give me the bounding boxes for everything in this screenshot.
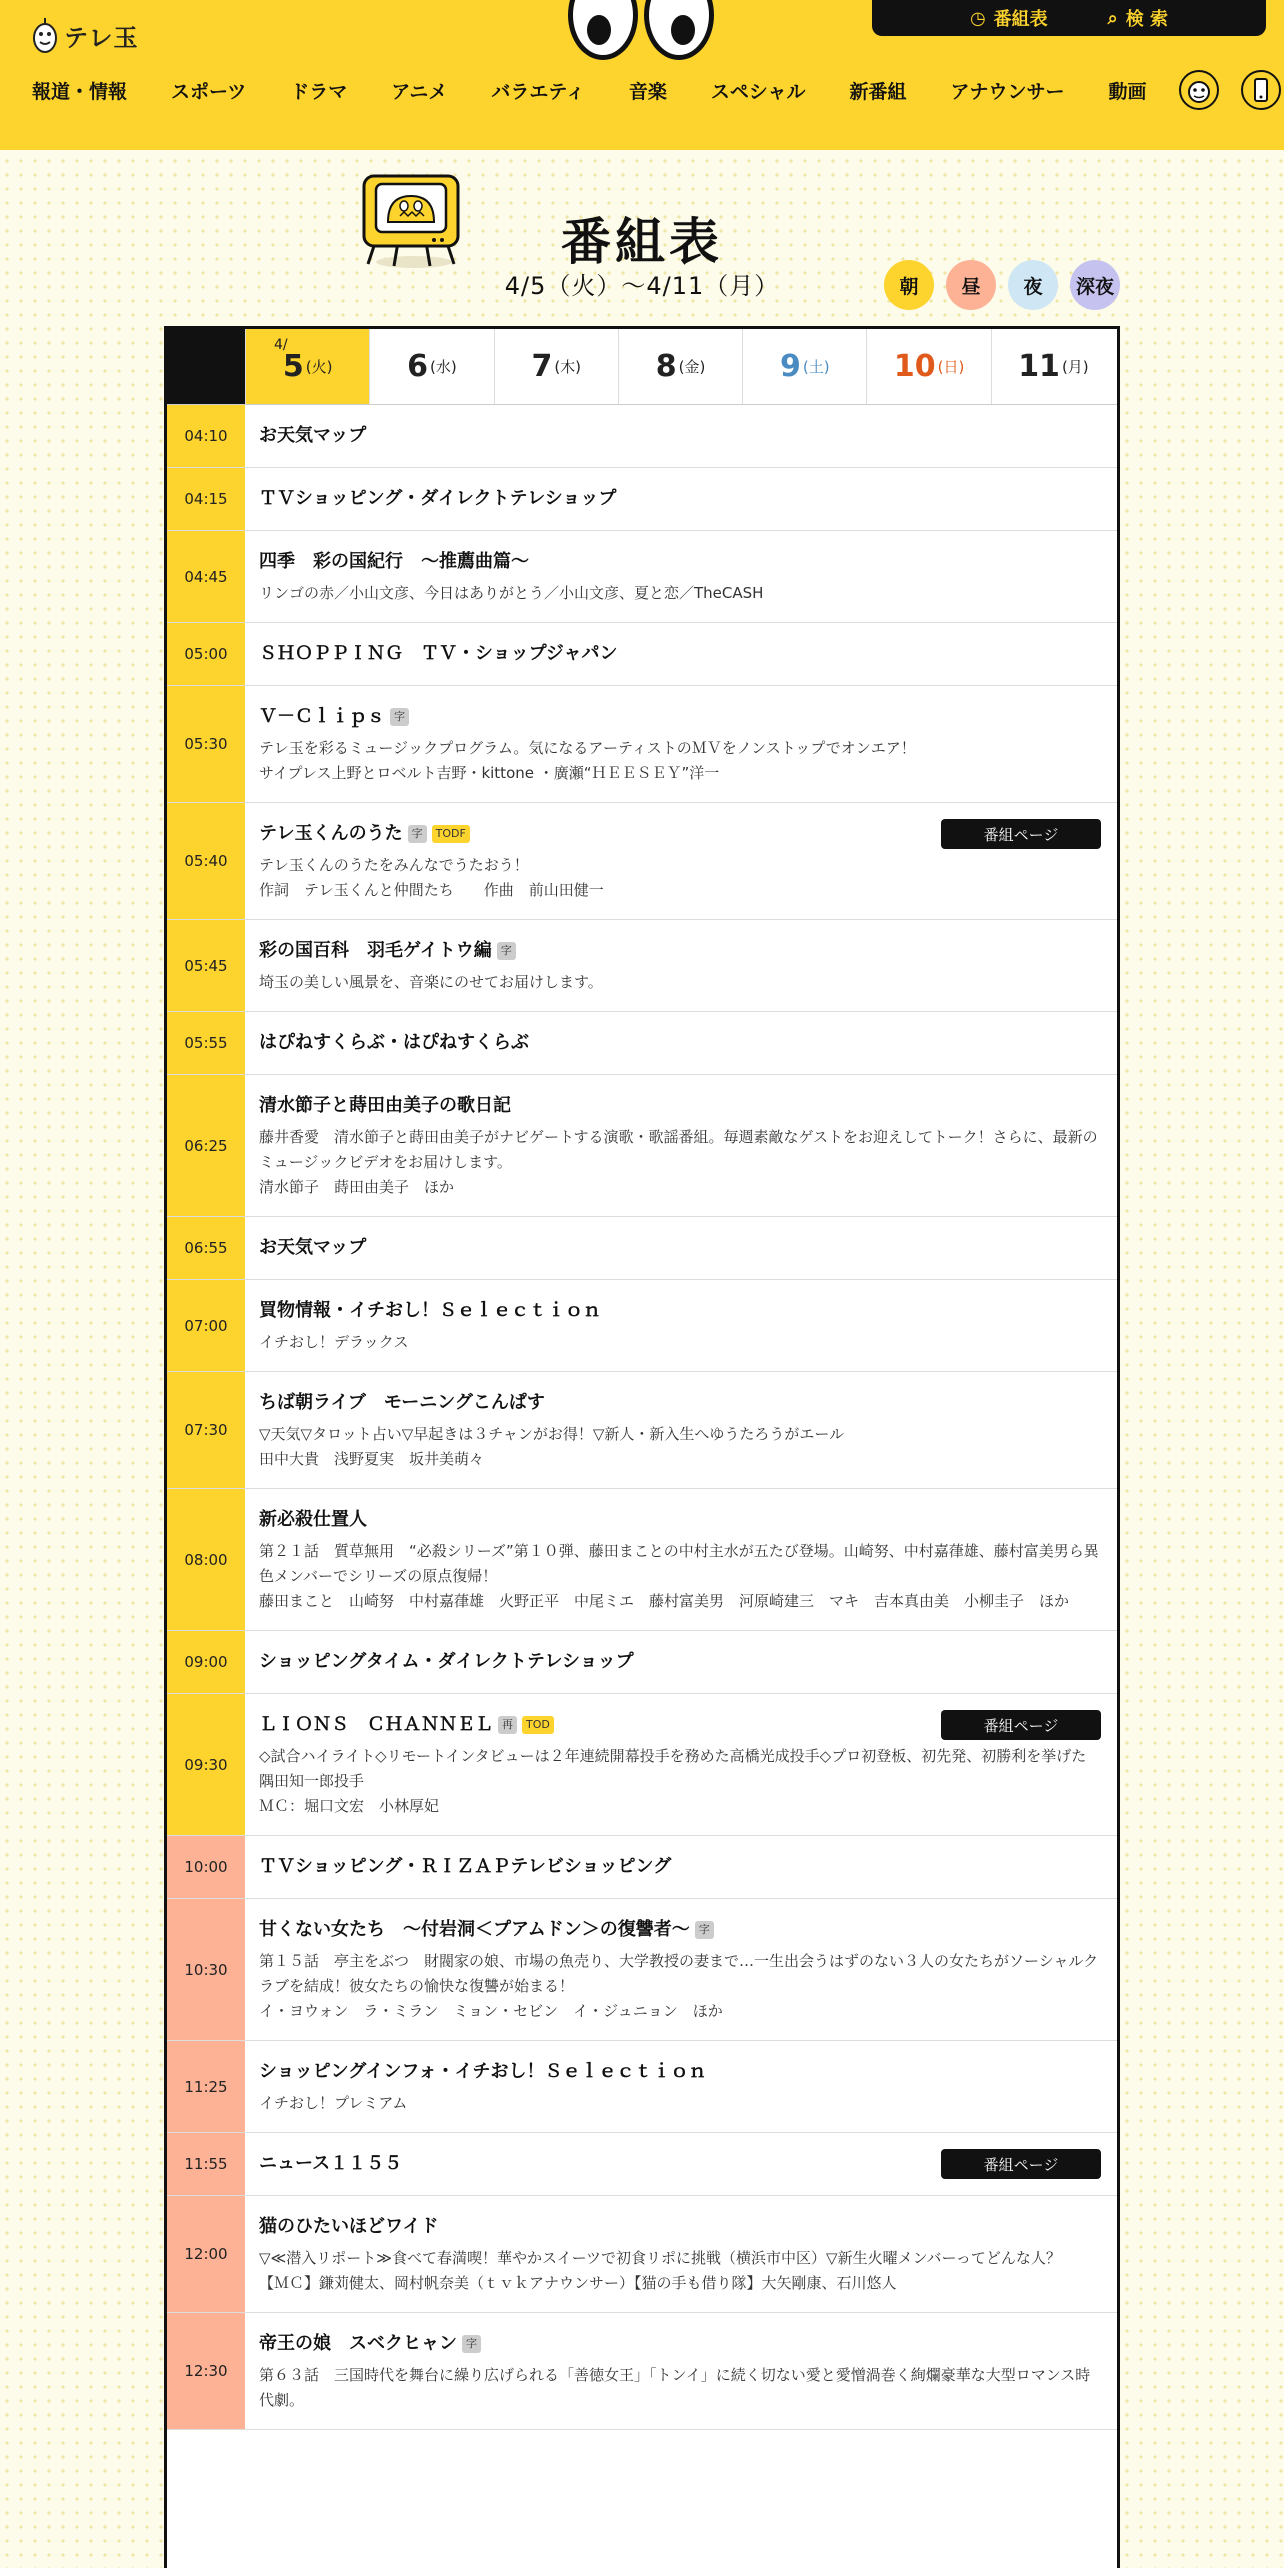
clock-icon: ◷: [969, 7, 986, 29]
program-page-button[interactable]: 番組ページ: [941, 819, 1101, 849]
program-description-line: イチおし！デラックス: [259, 1333, 409, 1351]
program-tag-badge: 字: [462, 2335, 481, 2353]
program-time: 11:55: [167, 2133, 245, 2195]
program-title-row: [259, 936, 1101, 966]
program-time: 12:30: [167, 2313, 245, 2429]
program-row: [167, 405, 1117, 468]
program-time: 10:30: [167, 1899, 245, 2040]
day-tab-date: 6: [407, 349, 429, 384]
logo-text: テレ玉: [64, 23, 139, 52]
program-description-line: 藤田まこと 山崎努 中村嘉葎雄 火野正平 中尾ミエ 藤村富美男 河原崎建三 マキ 吉本真由美 小柳圭子 ほか: [259, 1592, 1070, 1610]
left-eye-icon: [568, 0, 638, 60]
program-row: [167, 2313, 1117, 2430]
program-body: [245, 1489, 1117, 1630]
program-time: 04:10: [167, 405, 245, 467]
program-row: [167, 531, 1117, 623]
program-title[interactable]: はぴねすくらぶ・はぴねすくらぶ: [259, 1032, 529, 1053]
morning-button[interactable]: 朝: [884, 260, 934, 310]
search-link[interactable]: [1108, 5, 1168, 31]
program-description-line: 第２１話 質草無用 “必殺シリーズ”第１０弾、藤田まことの中村主水が五たび登場。山崎努、中村嘉葎雄、藤村富美男ら異色メンバーでシリーズの原点復帰！: [259, 1542, 1099, 1585]
program-time: 07:00: [167, 1280, 245, 1371]
program-title-row: [259, 1233, 1101, 1263]
program-list: [167, 405, 1117, 2430]
program-time: 05:00: [167, 623, 245, 685]
program-description-line: ◇試合ハイライト◇リモートインタビューは２年連続開幕投手を務めた高橋光成投手◇プロ初登板、初先発、初勝利を挙げた隅田知一郎投手: [259, 1747, 1087, 1790]
program-body: [245, 531, 1117, 622]
program-time: 06:25: [167, 1075, 245, 1216]
program-page-button[interactable]: 番組ページ: [941, 1710, 1101, 1740]
schedule-link[interactable]: [970, 5, 1048, 31]
day-tab-weekday: (日): [937, 358, 965, 376]
program-description: [259, 1422, 1101, 1472]
program-title[interactable]: ＴＶショッピング・ＲＩＺＡＰテレビショッピング: [259, 1856, 672, 1877]
program-title[interactable]: 買物情報・イチおし！Ｓｅｌｅｃｔｉｏｎ: [259, 1300, 601, 1321]
day-tab-date: 7: [531, 349, 553, 384]
program-title-row: [259, 484, 1101, 514]
program-time: 11:25: [167, 2041, 245, 2132]
day-tabs-corner: [167, 329, 245, 404]
nav-music[interactable]: 音楽: [628, 80, 667, 103]
program-row: [167, 1694, 1117, 1836]
program-description: [259, 1949, 1101, 2024]
program-time: 05:55: [167, 1012, 245, 1074]
program-title-row: [259, 1647, 1101, 1677]
day-tab-weekday: (火): [305, 358, 333, 376]
program-body: [245, 468, 1117, 530]
nav-news[interactable]: 報道・情報: [32, 80, 128, 103]
day-tab-date: 9: [780, 349, 801, 384]
program-row: [167, 1217, 1117, 1280]
program-description: [259, 853, 1101, 903]
program-body: [245, 1631, 1117, 1693]
program-description-line: イ・ヨウォン ラ・ミラン ミョン・セビン イ・ジュニョン ほか: [259, 2002, 723, 2020]
program-body: [245, 2313, 1117, 2429]
program-tag-badge: 字: [497, 942, 516, 960]
program-title[interactable]: ＳＨＯＰＰＩＮＧ ＴＶ・ショップジャパン: [259, 643, 618, 664]
program-body: [245, 2041, 1117, 2132]
program-title-row: [259, 639, 1101, 669]
program-description-line: 埼玉の美しい風景を、音楽にのせてお届けします。: [259, 973, 603, 991]
program-description-line: テレ玉を彩るミュージックプログラム。気になるアーティストのＭＶをノンストップでオンエア！: [259, 739, 916, 757]
program-title[interactable]: 甘くない女たち ～付岩洞＜プアムドン＞の復讐者～: [259, 1919, 690, 1940]
program-title[interactable]: 清水節子と蒔田由美子の歌日記: [259, 1095, 511, 1116]
program-row: [167, 920, 1117, 1012]
program-tag-badge: 字: [695, 1921, 714, 1939]
program-time: 04:15: [167, 468, 245, 530]
program-row: [167, 623, 1117, 686]
program-description-line: 藤井香愛 清水節子と蒔田由美子がナビゲートする演歌・歌謡番組。毎週素敵なゲストをお迎えしてトーク！さらに、最新のミュージックビデオをお届けします。: [259, 1128, 1098, 1171]
program-body: [245, 1012, 1117, 1074]
program-title-row: [259, 1915, 1101, 1945]
time-of-day-buttons: [884, 260, 1120, 310]
program-description-line: 作詞 テレ玉くんと仲間たち 作曲 前山田健一: [259, 881, 604, 899]
day-tab-month: 4/: [274, 337, 288, 353]
program-title-row: [259, 2329, 1101, 2359]
program-title-row: [259, 1028, 1101, 1058]
program-tag-badge: 再: [498, 1716, 517, 1734]
program-row: [167, 2041, 1117, 2133]
mascot-badge-icon[interactable]: [1179, 70, 1219, 110]
program-description-line: ▽≪潜入リポート≫食べて春満喫！華やかスイーツで初食リポに挑戦（横浜市中区）▽新生火曜メンバーってどんな人？: [259, 2249, 1061, 2267]
program-title-row: [259, 2057, 1101, 2087]
program-body: [245, 920, 1117, 1011]
schedule-link-label: 番組表: [993, 9, 1048, 30]
program-page-button[interactable]: 番組ページ: [941, 2149, 1101, 2179]
program-row: [167, 1899, 1117, 2041]
program-body: [245, 2133, 1117, 2195]
program-title-row: [259, 1852, 1101, 1882]
nav-videos[interactable]: 動画: [1108, 80, 1147, 103]
program-time: 05:45: [167, 920, 245, 1011]
program-row: [167, 1631, 1117, 1694]
day-tab[interactable]: [866, 329, 990, 404]
program-body: [245, 2196, 1117, 2312]
program-title[interactable]: お天気マップ: [259, 425, 367, 446]
day-tab-weekday: (月): [1061, 358, 1089, 376]
program-description: [259, 1330, 1101, 1355]
header-zigzag-edge: [0, 136, 1284, 150]
nav-variety[interactable]: バラエティ: [491, 80, 585, 103]
program-time: 09:30: [167, 1694, 245, 1835]
program-description: [259, 1539, 1101, 1614]
program-description-line: 【ＭＣ】鎌苅健太、岡村帆奈美（ｔｖｋアナウンサー）【猫の手も借り隊】大矢剛康、石川悠人: [259, 2274, 897, 2292]
program-time: 10:00: [167, 1836, 245, 1898]
program-time: 06:55: [167, 1217, 245, 1279]
program-row: [167, 1012, 1117, 1075]
program-title[interactable]: ＬＩＯＮＳ ＣＨＡＮＮＥＬ: [259, 1714, 493, 1735]
program-title-row: [259, 1388, 1101, 1418]
program-title-row: [259, 1296, 1101, 1326]
nav-drama[interactable]: ドラマ: [290, 80, 348, 103]
program-description: [259, 2363, 1101, 2413]
mascot-eyes: [568, 0, 714, 60]
date-range: 4/5（火）〜4/11（月）: [504, 272, 780, 300]
program-title[interactable]: ＴＶショッピング・ダイレクトテレショップ: [259, 488, 617, 509]
program-title-row: [259, 421, 1101, 451]
program-title[interactable]: ショッピングインフォ・イチおし！Ｓｅｌｅｃｔｉｏｎ: [259, 2061, 707, 2082]
program-description-line: 清水節子 蒔田由美子 ほか: [259, 1178, 455, 1196]
main-nav: [32, 70, 1284, 110]
program-title[interactable]: 彩の国百科 羽毛ゲイトウ編: [259, 940, 492, 961]
mascot-icon: [32, 16, 58, 54]
site-header: [0, 0, 1284, 150]
program-row: [167, 1280, 1117, 1372]
search-icon: ⌕: [1107, 7, 1118, 29]
program-description-line: サイプレス上野とロベルト吉野・kittone ・廣瀬“ＨＥＥＳＥＹ”洋一: [259, 764, 720, 782]
program-body: [245, 686, 1117, 802]
program-title[interactable]: テレ玉くんのうた: [259, 823, 403, 844]
search-link-label: 検 索: [1125, 9, 1169, 30]
program-title-row: [259, 1505, 1101, 1535]
program-title[interactable]: 猫のひたいほどワイド: [259, 2216, 439, 2237]
program-row: [167, 803, 1117, 920]
program-description: [259, 1125, 1101, 1200]
program-row: [167, 1372, 1117, 1489]
program-time: 05:40: [167, 803, 245, 919]
program-tag-badge: TOD: [522, 1716, 554, 1734]
night-button[interactable]: 夜: [1008, 260, 1058, 310]
nav-new-programs[interactable]: 新番組: [849, 80, 907, 103]
program-title[interactable]: お天気マップ: [259, 1237, 367, 1258]
program-description: [259, 1744, 1101, 1819]
program-schedule: [164, 326, 1120, 2568]
day-tab-date: 11: [1018, 349, 1060, 384]
program-body: [245, 1372, 1117, 1488]
right-eye-icon: [644, 0, 714, 60]
program-description: [259, 970, 1101, 995]
program-time: 09:00: [167, 1631, 245, 1693]
program-title-row: [259, 702, 1101, 732]
program-title[interactable]: 帝王の娘 スベクヒャン: [259, 2333, 457, 2354]
program-description-line: 第６３話 三国時代を舞台に繰り広げられる「善徳女王」「トンイ」に続く切ない愛と愛憎渦巻く絢爛豪華な大型ロマンス時代劇。: [259, 2366, 1091, 2409]
program-description: [259, 736, 1101, 786]
program-time: 12:00: [167, 2196, 245, 2312]
program-row: [167, 1489, 1117, 1631]
program-description: [259, 2091, 1101, 2116]
day-tab-date: 8: [655, 349, 677, 384]
late-night-button[interactable]: 深夜: [1070, 260, 1120, 310]
nav-sports[interactable]: スポーツ: [171, 80, 247, 103]
nav-anime[interactable]: アニメ: [391, 80, 448, 103]
top-utility-bar: [872, 0, 1266, 36]
program-title[interactable]: ショッピングタイム・ダイレクトテレショップ: [259, 1651, 634, 1672]
program-description-line: テレ玉くんのうたをみんなでうたおう！: [259, 856, 529, 874]
day-tab-date: 5: [282, 349, 304, 384]
program-description-line: 第１５話 亭主をぶつ 財閥家の娘、市場の魚売り、大学教授の妻まで…一生出会うはずのない３人の女たちがソーシャルクラブを結成！彼女たちの愉快な復讐が始まる！: [259, 1952, 1099, 1995]
nav-announcers[interactable]: アナウンサー: [950, 80, 1065, 103]
program-title-row: [259, 1091, 1101, 1121]
program-title-row: [259, 2212, 1101, 2242]
day-tab[interactable]: [991, 329, 1115, 404]
day-tabs: [167, 329, 1117, 405]
program-tag-badge: TODF: [432, 825, 470, 843]
program-title[interactable]: Ｖ－Ｃｌｉｐｓ: [259, 706, 385, 727]
program-row: [167, 2196, 1117, 2313]
program-title[interactable]: ニュース１１５５: [259, 2153, 403, 2174]
day-tab[interactable]: [494, 329, 618, 404]
program-body: [245, 1217, 1117, 1279]
noon-button[interactable]: 昼: [946, 260, 996, 310]
nav-special[interactable]: スペシャル: [710, 80, 806, 103]
program-time: 07:30: [167, 1372, 245, 1488]
site-logo[interactable]: [32, 16, 139, 54]
day-tab-weekday: (金): [678, 358, 706, 376]
program-description-line: イチおし！プレミアム: [259, 2094, 408, 2112]
day-tab-weekday: (水): [430, 358, 457, 376]
program-row: [167, 1836, 1117, 1899]
phone-icon: [1246, 75, 1276, 105]
program-description-line: ＭＣ：堀口文宏 小林厚妃: [259, 1797, 440, 1815]
day-tab-weekday: (土): [802, 358, 830, 376]
program-row: [167, 686, 1117, 803]
day-tab-date: 10: [893, 349, 936, 384]
program-body: [245, 1694, 1117, 1835]
program-description-line: ▽天気▽タロット占い▽早起きは３チャンがお得！▽新人・新入生へゆうたろうがエール: [259, 1425, 845, 1443]
program-tag-badge: 字: [390, 708, 409, 726]
program-tag-badge: 字: [408, 825, 427, 843]
program-row: [167, 1075, 1117, 1217]
program-description-line: リンゴの赤／小山文彦、今日はありがとう／小山文彦、夏と恋／TheCASH: [259, 584, 764, 602]
program-time: 08:00: [167, 1489, 245, 1630]
day-tab-weekday: (木): [554, 358, 582, 376]
program-time: 04:45: [167, 531, 245, 622]
program-description: [259, 581, 1101, 606]
program-row: [167, 468, 1117, 531]
program-title[interactable]: 新必殺仕置人: [259, 1509, 367, 1530]
program-body: [245, 1075, 1117, 1216]
day-tab[interactable]: [742, 329, 866, 404]
program-body: [245, 1899, 1117, 2040]
program-title-row: [259, 547, 1101, 577]
program-row: [167, 2133, 1117, 2196]
day-tab[interactable]: [618, 329, 742, 404]
page-title: 番組表: [561, 213, 723, 271]
program-body: [245, 1836, 1117, 1898]
program-time: 05:30: [167, 686, 245, 802]
program-body: [245, 623, 1117, 685]
program-description-line: 田中大貴 浅野夏実 坂井美萌々: [259, 1450, 485, 1468]
day-tab[interactable]: [369, 329, 493, 404]
program-title[interactable]: ちば朝ライブ モーニングこんぱす: [259, 1392, 545, 1413]
program-body: [245, 405, 1117, 467]
program-body: [245, 1280, 1117, 1371]
day-tab[interactable]: [245, 329, 369, 404]
program-title[interactable]: 四季 彩の国紀行 ～推薦曲篇～: [259, 551, 529, 572]
program-body: [245, 803, 1117, 919]
program-description: [259, 2246, 1101, 2296]
app-badge-icon[interactable]: [1241, 70, 1281, 110]
mascot-face-icon: [1184, 75, 1214, 105]
